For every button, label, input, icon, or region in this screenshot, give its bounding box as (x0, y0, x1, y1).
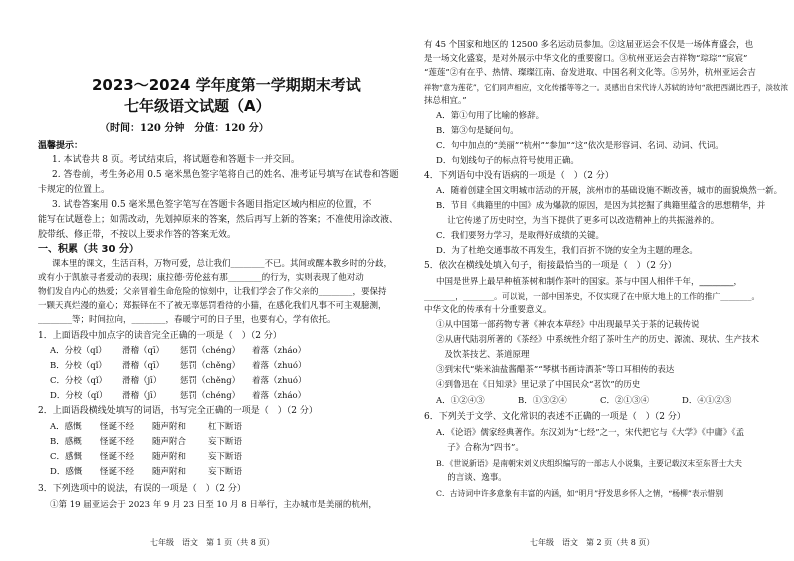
q4-option-d[interactable]: D．为了杜绝交通事故不再发生，我们百折不饶的安全为主题的理念。 (436, 246, 698, 256)
option-word: 滑稽（qī） (122, 346, 165, 356)
option-word: 滑稽（jī） (122, 391, 162, 401)
option-word: 滑稽（qī） (122, 361, 165, 371)
q4-option-a[interactable]: A．随着创建全国文明城市活动的开展，滨州市的基础设施不断改善，城市的面貌焕然一新。 (436, 186, 783, 196)
q3-option-c[interactable]: C．句中加点的“美丽”“杭州”“参加”“这”依次是形容词、名词、动词、代词。 (436, 141, 724, 151)
notice-heading: 温馨提示： (38, 141, 84, 151)
q3-option-a[interactable]: A．第①句用了比喻的修辞。 (436, 111, 545, 121)
passage-line: 物们发自内心的热爱；父亲冒着生命危险的惊刻中，让我们学会了作父亲的________，要保持 (38, 287, 387, 297)
q5-option-d[interactable]: D．④①②③ (682, 396, 732, 406)
q1-option-d[interactable]: D．分校（qǐ） (50, 391, 108, 401)
notice-line: 卡规定的位置上。 (38, 185, 111, 195)
page-footer: 七年级 语文 第 2 页（共 8 页） (530, 538, 655, 547)
question-3: 3．下列选项中的说法，有误的一项是（ ）（2 分） (38, 484, 246, 494)
q5-option-a[interactable]: A．①②④③ (436, 396, 485, 406)
q3-cont-line: 祥物“意为莲花”，它们同声相应，文化传播等等之一。灵感出自宋代诗人苏轼的诗句“欲把西湖比西子，淡妆浓 (424, 83, 788, 92)
q2-option-c[interactable]: C．感慨 (50, 452, 83, 462)
question-1: 1．上面语段中加点字的读音完全正确的一项是（ ）（2 分） (38, 331, 282, 341)
option-word: 怪诞不经 (100, 437, 135, 447)
q1-option-b[interactable]: B．分校（qǐ） (50, 361, 107, 371)
option-word: 着落（zhuó） (252, 361, 307, 371)
option-word: 惩罚（chěng） (180, 361, 241, 371)
option-word: 着落（zháo） (252, 391, 307, 401)
section-heading: 一、积累（共 30 分） (38, 244, 139, 255)
q2-option-d[interactable]: D．感慨 (50, 467, 83, 477)
q6-option-c[interactable]: C．古诗词中许多意象有丰富的内涵，如“明月”抒发思乡怀人之情，“杨柳”表示惜别 (436, 489, 723, 498)
q2-option-b[interactable]: B．感概 (50, 437, 82, 447)
q6-option-a[interactable]: A．《论语》儒家经典著作。东汉刘为“七经”之一，宋代把它与《大学》《中庸》《孟 (436, 428, 745, 438)
q3-cont-line: 是一场文化盛宴，是对外展示中华文化的重要窗口。③杭州亚运会吉祥物“琮琮”“宸宸” (424, 54, 748, 64)
exam-subtitle: 七年级语文试题（A） (124, 97, 271, 115)
notice-line: 胶带纸、修正带，不按以上要求作答的答案无效。 (38, 230, 237, 240)
option-word: 怪诞不经 (100, 467, 135, 477)
exam-title: 2023～2024 学年度第一学期期末考试 (92, 76, 361, 94)
option-word: 怪诞不经 (100, 422, 135, 432)
notice-line: 2. 答卷前，考生务必用 0.5 毫米黑色签字笔将自己的姓名、准考证号填写在试卷和答题 (52, 170, 399, 180)
q6-option-b-cont: 的言谈、逸事。 (436, 473, 507, 483)
notice-line: 能写在试题卷上；如需改动，先划掉原来的答案，然后再写上新的答案；不准使用涂改液、 (38, 215, 399, 225)
option-word: 着落（zhuó） (252, 376, 307, 386)
q5-item: ②从唐代陆羽所著的《茶经》中系统性介绍了茶叶生产的历史、源流、现状、生产技术 (436, 335, 760, 345)
q6-option-b[interactable]: B．《世说新语》是南朝宋刘义庆组织编写的一部志人小说集，主要记载汉末至东晋士大夫 (436, 459, 742, 468)
q5-item: ④到鲁迅在《日知录》里记录了中国民众“茗饮”的历史 (436, 380, 641, 390)
q5-item: ①从中国第一部药物专著《神农本草经》中出现最早关于茶的记载传说 (436, 320, 700, 330)
q4-option-b-cont: 让它传递了历史时空，为当下提供了更多可以改造精神上的共振滋养的。 (436, 216, 720, 226)
option-word: 怪诞不经 (100, 452, 135, 462)
q5-option-b[interactable]: B．①③②④ (518, 396, 567, 406)
option-word: 惩罚（chéng） (180, 391, 241, 401)
passage-line: 课本里的课文，生活百科，万物可爱，总让我们________不已。其间或醒本教乡时的分歧， (52, 259, 393, 269)
q5-passage-line: 中华文化的传承有十分重要意义。 (424, 305, 552, 315)
option-word: 妄下断语 (208, 452, 243, 462)
q5-option-c[interactable]: C．②①③④ (600, 396, 650, 406)
option-word: 随声附和 (152, 467, 187, 477)
passage-line: ________等；时间拉向，________，春暖宁可的日子里，也要有心，学有依托。 (38, 315, 336, 325)
page-footer: 七年级 语文 第 1 页（共 8 页） (150, 538, 275, 547)
option-word: 随声附合 (152, 437, 187, 447)
option-word: 滑稽（jī） (122, 376, 162, 386)
q3-cont-line: 有 45 个国家和地区的 12500 多名运动员参加。②这届亚运会不仅是一场体育盛会，也 (424, 40, 754, 50)
option-word: 随声附和 (152, 452, 187, 462)
q5-passage-line: 中国是世界上最早种植茶树和制作茶叶的国家。茶与中国人相伴千年，________， (436, 277, 743, 287)
option-word: 妄下断语 (208, 467, 243, 477)
option-word: 杠下断语 (208, 422, 243, 432)
q5-item: ③到宋代“柴米油盐酱醋茶”“琴棋书画诗酒茶”等口耳相传的表达 (436, 365, 675, 375)
q1-option-a[interactable]: A．分校（qǐ） (50, 346, 107, 356)
q6-option-a-cont: 子》合称为“四书”。 (436, 443, 524, 453)
q4-option-c[interactable]: C．我们要努力学习，是取得好成绩的关键。 (436, 231, 605, 241)
notice-line: 3. 试卷答案用 0.5 毫米黑色签字笔写在答题卡各题目指定区域内相应的位置，不 (52, 200, 372, 210)
option-word: 惩罚（chéng） (180, 346, 241, 356)
passage-line: 或有小于凯旅寻者爱动的表现；康拉德·劳伦兹有那________的行为，实则表现了他对动 (38, 273, 364, 283)
q3-option-b[interactable]: B．第③句是疑问句。 (436, 126, 519, 136)
q4-option-b[interactable]: B．节目《典籍里的中国》成为爆款的原因，是因为其挖掘了典籍里蕴含的思想精华，并 (436, 201, 766, 211)
question-4: 4．下列语句中没有语病的一项是（ ）（2 分） (424, 171, 614, 181)
q3-cont-line: “莲莲”②有在乎、热情、璨璨江南、奋发进取、中国名利文化等。⑤另外，杭州亚运会吉 (424, 68, 756, 78)
exam-meta: （时间：120 分钟 分值：120 分） (100, 123, 269, 134)
q3-cont-line: 抹总相宜。” (424, 96, 467, 106)
option-word: 随声附和 (152, 422, 187, 432)
question-6: 6．下列关于文学、文化常识的表述不正确的一项是（ ）（2 分） (424, 412, 686, 422)
passage-line: 一颗天真烂漫的童心；郑振铎在不了被无辜惩罚看待的小猫，在感化我们凡事不可主观臆测， (38, 301, 387, 311)
option-word: 着落（zháo） (252, 346, 307, 356)
q2-option-a[interactable]: A．感慨 (50, 422, 82, 432)
q3-option-d[interactable]: D．句划线句子的标点符号使用正确。 (436, 156, 579, 166)
q5-passage-line: ________，________。可以说，一部中国茶史，不仅实现了在中原大地上的工作的推广________。 (424, 292, 760, 301)
right-page (400, 0, 794, 561)
notice-line: 1. 本试卷共 8 页。考试结束后，将试题卷和答题卡一并交回。 (52, 155, 300, 165)
option-word: 妄下断语 (208, 437, 243, 447)
q3-text-line: ①第 19 届亚运会于 2023 年 9 月 23 日至 10 月 8 日举行，主办城市是美丽的杭州， (50, 500, 377, 510)
q1-option-c[interactable]: C．分校（qǐ） (50, 376, 108, 386)
question-2: 2．上面语段横线处填写的词语，书写完全正确的一项是（ ）（2 分） (38, 406, 318, 416)
question-5: 5．依次在横线处填入句子，衔接最恰当的一项是（ ）（2 分） (424, 261, 677, 271)
option-word: 惩罚（chěng） (180, 376, 241, 386)
q5-item: 及饮茶技艺、茶道原理 (436, 350, 530, 360)
